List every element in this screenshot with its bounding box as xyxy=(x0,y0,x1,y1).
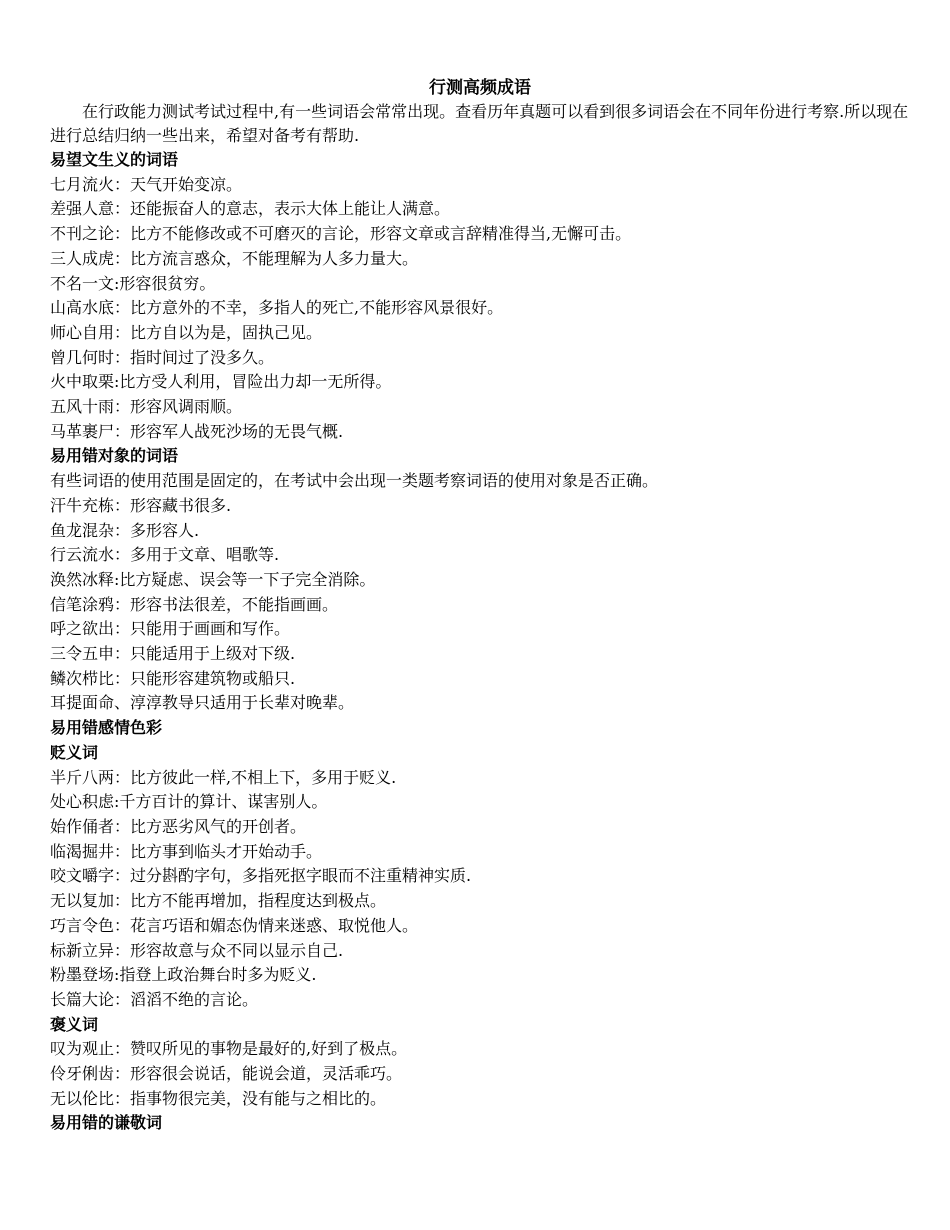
idiom-entry: 叹为观止：赞叹所见的事物是最好的,好到了极点。 xyxy=(50,1039,408,1059)
section xyxy=(50,444,910,716)
sections-container xyxy=(50,148,910,1136)
section-heading: 贬义词 xyxy=(50,742,99,762)
section-heading: 易用错的谦敬词 xyxy=(50,1113,163,1133)
idiom-entry: 三人成虎：比方流言惑众，不能理解为人多力量大。 xyxy=(50,248,419,268)
intro-paragraph: 在行政能力测试考试过程中,有一些词语会常常出现。查看历年真题可以看到很多词语会在不同年份进行考察.所以现在进行总结归纳一些出来，希望对备考有帮助. xyxy=(50,102,909,145)
section xyxy=(50,716,910,741)
idiom-entry: 标新立异：形容故意与众不同以显示自己. xyxy=(50,940,344,960)
page-title: 行测高频成语 xyxy=(429,78,531,98)
idiom-entry: 行云流水：多用于文章、唱歌等. xyxy=(50,545,280,565)
idiom-entry: 长篇大论：滔滔不绝的言论。 xyxy=(50,989,259,1009)
section-heading: 易用错对象的词语 xyxy=(50,446,179,466)
section xyxy=(50,741,910,1013)
section-heading: 易用错感情色彩 xyxy=(50,718,163,738)
section xyxy=(50,148,910,444)
idiom-entry: 火中取栗:比方受人利用，冒险出力却一无所得。 xyxy=(50,372,392,392)
idiom-entry: 呼之欲出：只能用于画画和写作。 xyxy=(50,619,291,639)
idiom-entry: 始作俑者：比方恶劣风气的开创者。 xyxy=(50,816,307,836)
idiom-entry: 有些词语的使用范围是固定的，在考试中会出现一类题考察词语的使用对象是否正确。 xyxy=(50,471,659,491)
idiom-entry: 山高水底：比方意外的不幸，多指人的死亡,不能形容风景很好。 xyxy=(50,298,504,318)
idiom-entry: 曾几何时：指时间过了没多久。 xyxy=(50,347,275,367)
idiom-entry: 巧言令色：花言巧语和媚态伪情来迷惑、取悦他人。 xyxy=(50,915,419,935)
idiom-entry: 五风十雨：形容风调雨顺。 xyxy=(50,397,243,417)
section xyxy=(50,1013,910,1112)
idiom-entry: 无以伦比：指事物很完美，没有能与之相比的。 xyxy=(50,1088,387,1108)
idiom-entry: 半斤八两：比方彼此一样,不相上下，多用于贬义. xyxy=(50,767,397,787)
section-heading: 褒义词 xyxy=(50,1014,99,1034)
idiom-entry: 师心自用：比方自以为是，固执己见。 xyxy=(50,322,323,342)
idiom-entry: 差强人意：还能振奋人的意志，表示大体上能让人满意。 xyxy=(50,199,451,219)
idiom-entry: 咬文嚼字：过分斟酌字句，多指死抠字眼而不注重精神实质. xyxy=(50,866,472,886)
idiom-entry: 涣然冰释:比方疑虑、误会等一下子完全消除。 xyxy=(50,569,376,589)
idiom-entry: 耳提面命、淳淳教导只适用于长辈对晚辈。 xyxy=(50,693,355,713)
idiom-entry: 处心积虑:千方百计的算计、谋害别人。 xyxy=(50,792,328,812)
idiom-entry: 临渴掘井：比方事到临头才开始动手。 xyxy=(50,841,323,861)
idiom-entry: 鱼龙混杂：多形容人. xyxy=(50,520,200,540)
idiom-entry: 七月流火：天气开始变凉。 xyxy=(50,174,243,194)
section xyxy=(50,1111,910,1136)
idiom-entry: 伶牙俐齿：形容很会说话，能说会道，灵活乖巧。 xyxy=(50,1064,403,1084)
idiom-entry: 粉墨登场:指登上政治舞台时多为贬义. xyxy=(50,965,317,985)
idiom-entry: 无以复加：比方不能再增加，指程度达到极点。 xyxy=(50,891,387,911)
idiom-entry: 马革裹尸：形容军人战死沙场的无畏气概. xyxy=(50,421,344,441)
idiom-entry: 不名一文:形容很贫穷。 xyxy=(50,273,216,293)
section-heading: 易望文生义的词语 xyxy=(50,150,179,169)
idiom-entry: 信笔涂鸦：形容书法很差，不能指画画。 xyxy=(50,594,339,614)
idiom-entry: 三令五申：只能适用于上级对下级. xyxy=(50,644,296,664)
idiom-entry: 不刊之论：比方不能修改或不可磨灭的言论，形容文章或言辞精准得当,无懈可击。 xyxy=(50,224,632,244)
idiom-entry: 汗牛充栋：形容藏书很多. xyxy=(50,495,232,515)
idiom-entry: 鳞次栉比：只能形容建筑物或船只. xyxy=(50,668,296,688)
